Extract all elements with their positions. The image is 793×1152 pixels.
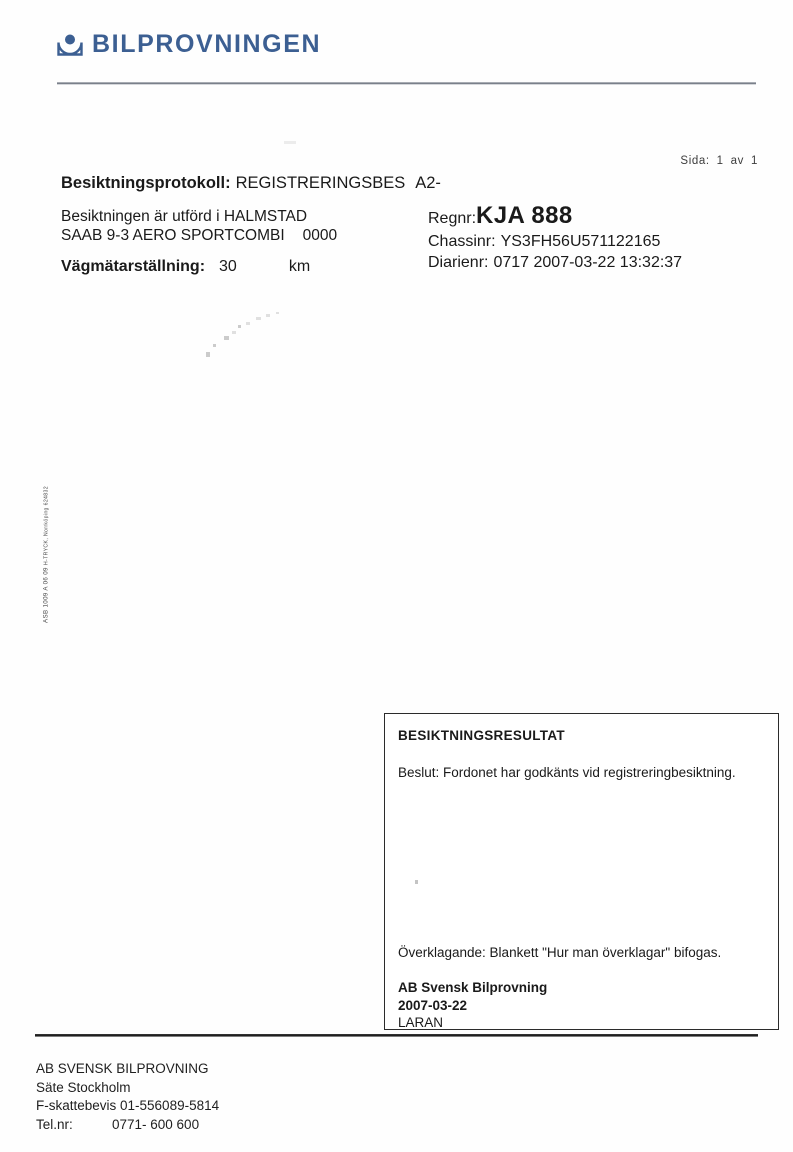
- diarienr-value: 0717 2007-03-22 13:32:37: [493, 254, 683, 271]
- protocol-code: A2-: [415, 174, 441, 192]
- diarienr-label: Diarienr:: [428, 254, 489, 271]
- inspection-result-box: [384, 713, 779, 1030]
- header-divider: [57, 82, 756, 85]
- registration-number: KJA 888: [476, 202, 573, 229]
- footer-seat: Säte Stockholm: [36, 1079, 131, 1095]
- vehicle-identification: [428, 203, 682, 273]
- page-counter: [680, 155, 758, 167]
- odometer-label: Vägmätarställning:: [61, 258, 206, 275]
- signature-signer: LARAN: [398, 1015, 444, 1030]
- odometer-value: 30: [219, 258, 237, 275]
- diarienr-row: [428, 252, 682, 273]
- page-counter-total: 1: [751, 155, 758, 167]
- registration-label: Regnr:: [428, 210, 477, 227]
- vehicle-model: SAAB 9-3 AERO SPORTCOMBI: [61, 227, 285, 244]
- chassis-number: YS3FH56U571122165: [500, 233, 661, 250]
- protocol-title: [61, 174, 441, 193]
- scan-artifact: [415, 880, 418, 884]
- footer-divider: [35, 1034, 758, 1037]
- scan-artifact: [276, 312, 279, 314]
- page-counter-current: 1: [716, 155, 724, 167]
- odometer-unit: km: [288, 258, 311, 275]
- brand-logo: [57, 32, 321, 57]
- scan-artifact: [266, 314, 270, 317]
- protocol-label: Besiktningsprotokoll:: [61, 174, 231, 192]
- scan-artifact: [213, 344, 216, 347]
- scan-artifact: [224, 336, 229, 340]
- signature-company: AB Svensk Bilprovning: [398, 980, 548, 995]
- result-decision: Beslut: Fordonet har godkänts vid registreringbesiktning.: [398, 765, 736, 780]
- protocol-type: REGISTRERINGSBES: [235, 174, 406, 192]
- result-appeal-note: Överklagande: Blankett "Hur man överklagar" bifogas.: [398, 945, 722, 960]
- footer-tax: F-skattebevis 01-556089-5814: [36, 1098, 220, 1113]
- scan-artifact: [206, 352, 210, 357]
- form-code-printer: H-TRYCK, Norrköping 624832: [43, 486, 50, 566]
- vehicle-model-extra: 0000: [302, 227, 338, 244]
- signature-date: 2007-03-22: [398, 997, 468, 1013]
- inspection-details: [61, 207, 337, 245]
- page-counter-separator: av: [730, 155, 744, 167]
- form-code-main: ASB 1009 A 06 09: [42, 567, 50, 623]
- result-title: BESIKTNINGSRESULTAT: [398, 728, 565, 743]
- footer-tel-value: 0771- 600 600: [112, 1116, 200, 1132]
- bilprovningen-bowl-icon: [57, 33, 83, 56]
- page-counter-label: Sida:: [680, 155, 710, 167]
- scan-artifact: [238, 325, 241, 328]
- chassis-row: [428, 231, 682, 252]
- footer-company: AB SVENSK BILPROVNING: [36, 1061, 209, 1076]
- footer-tel-label: Tel.nr:: [36, 1116, 73, 1132]
- scan-artifact: [232, 331, 236, 334]
- chassis-label: Chassinr:: [428, 233, 496, 250]
- footer-block: [36, 1060, 219, 1134]
- scan-artifact: [246, 322, 250, 325]
- brand-name: BILPROVNINGEN: [92, 30, 322, 58]
- registration-row: [428, 203, 682, 231]
- scan-artifact: [256, 317, 261, 320]
- result-signature: [398, 979, 547, 1032]
- footer-tel-row: [36, 1116, 219, 1135]
- vehicle-model-row: [61, 226, 337, 245]
- odometer-row: [61, 258, 310, 276]
- scan-artifact: [284, 141, 296, 144]
- form-code: [43, 465, 50, 645]
- inspection-location: Besiktningen är utförd i HALMSTAD: [61, 208, 308, 225]
